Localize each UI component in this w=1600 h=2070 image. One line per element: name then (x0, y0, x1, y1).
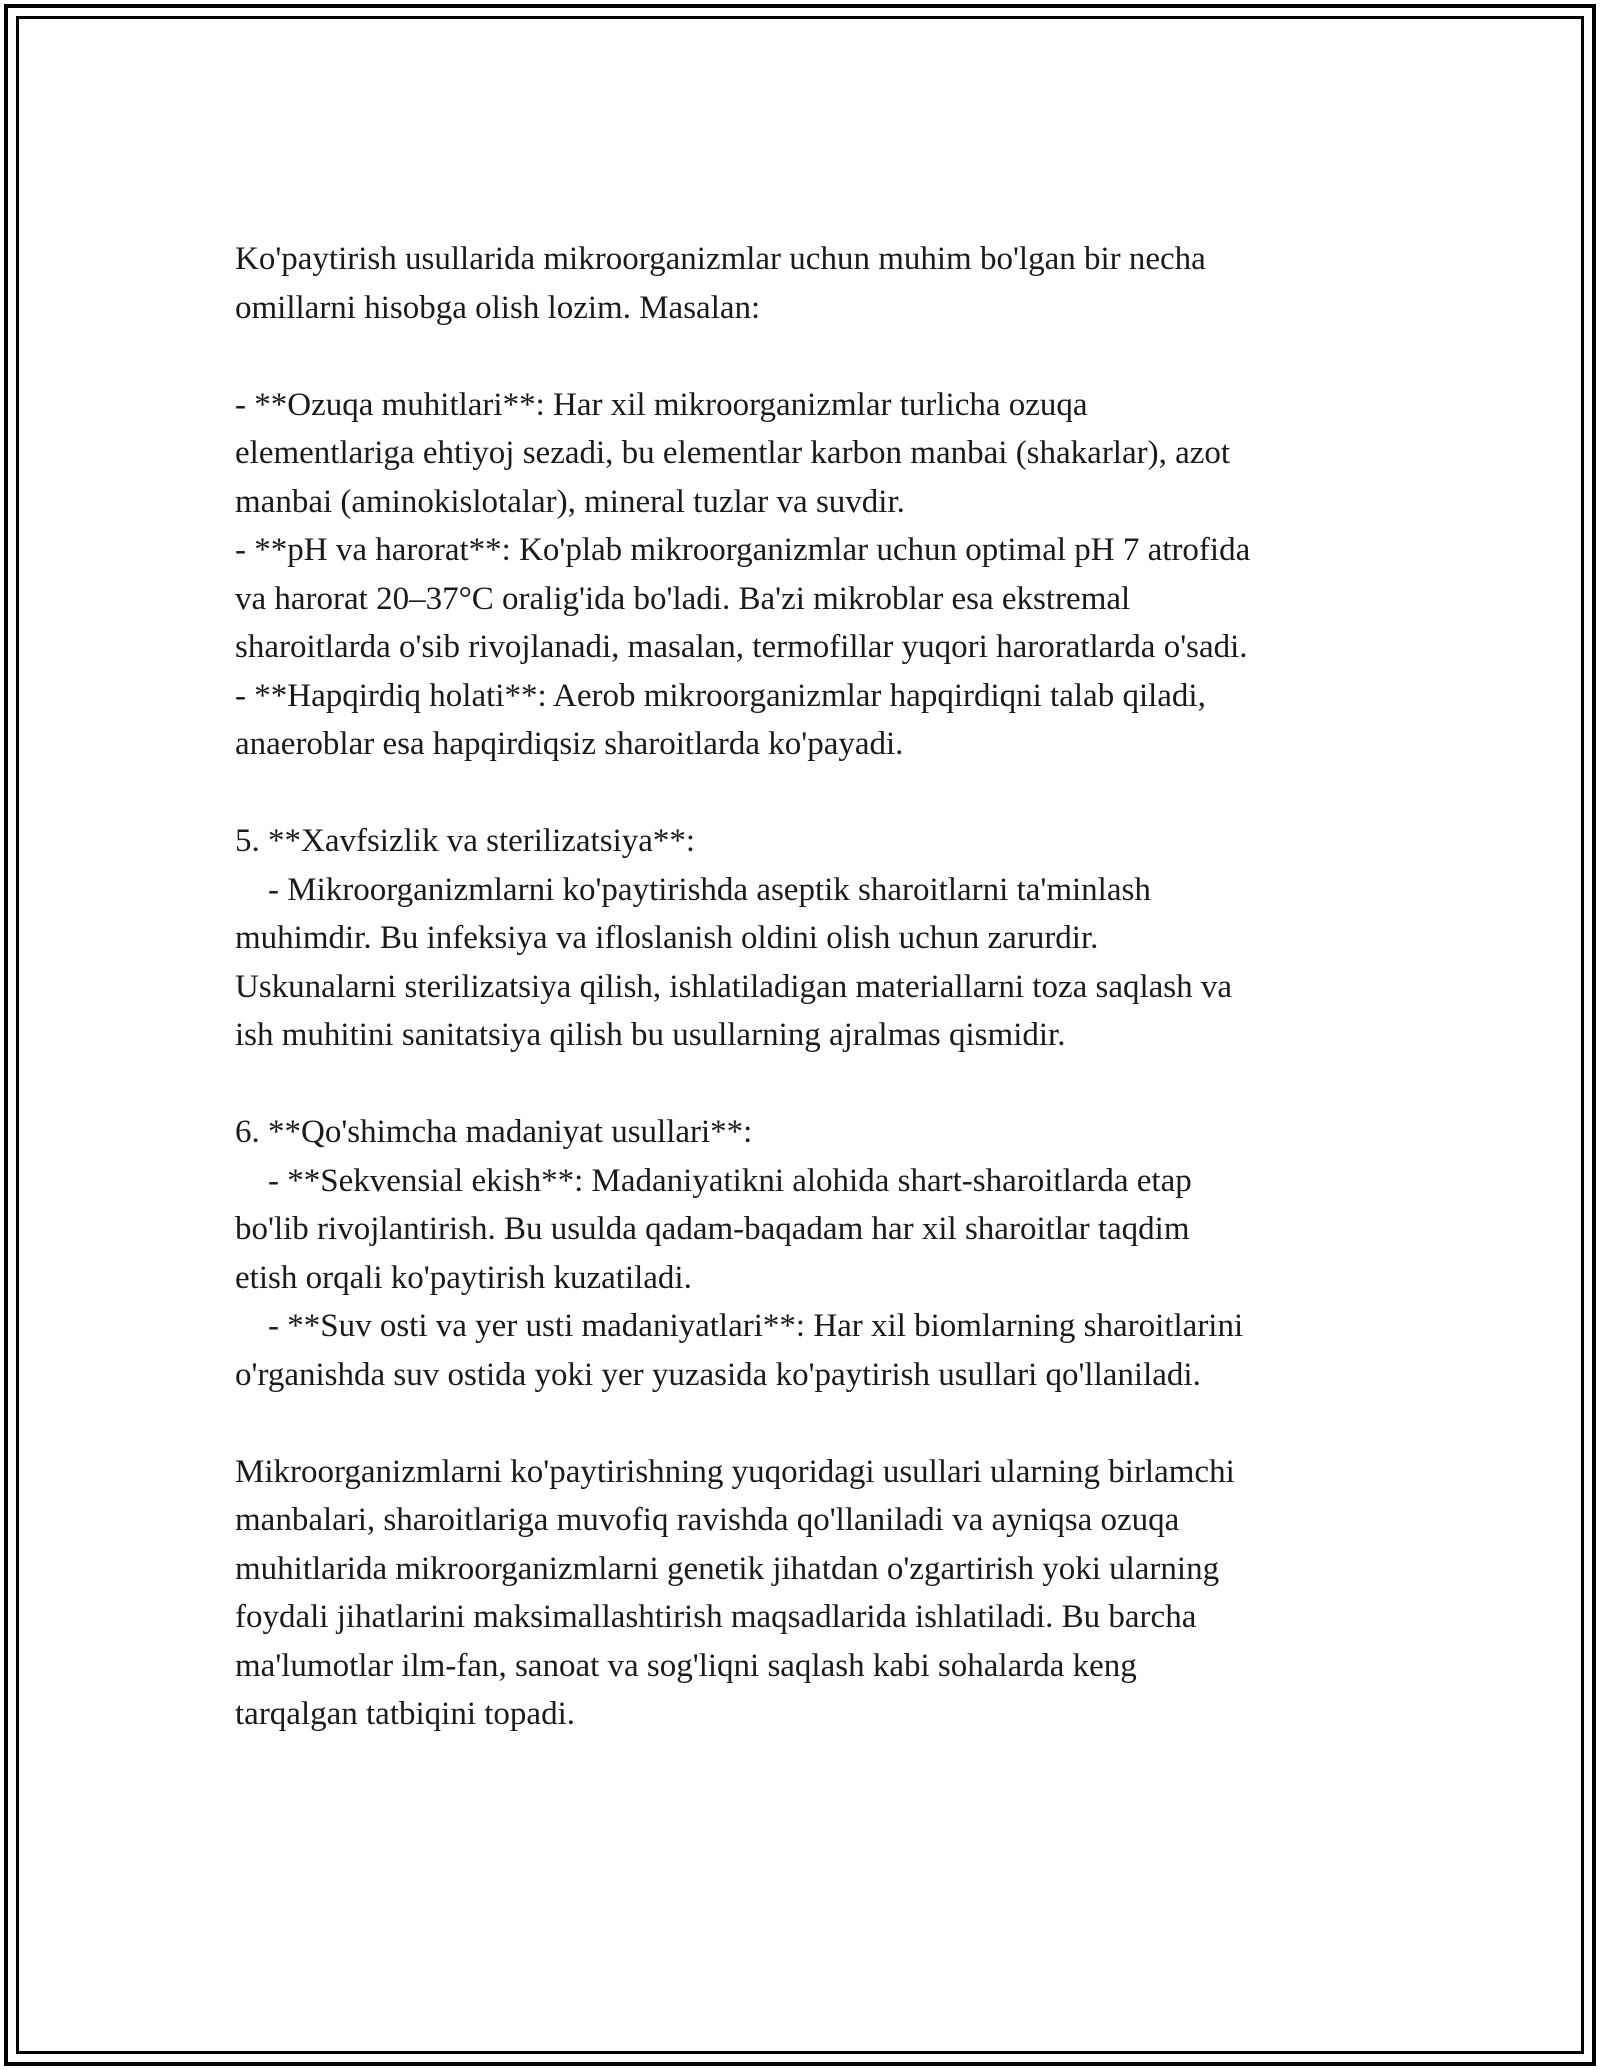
text-line: bo'lib rivojlantirish. Bu usulda qadam-baqadam har xil sharoitlar taqdim (235, 1211, 1190, 1247)
text-line: muhimdir. Bu infeksiya va ifloslanish oldini olish uchun zarurdir. (235, 920, 1099, 956)
intro-paragraph (235, 235, 1380, 332)
paragraph-spacer (235, 769, 1380, 818)
text-line: - **pH va harorat**: Ko'plab mikroorganizmlar uchun optimal pH 7 atrofida (235, 532, 1251, 568)
text-line: sharoitlarda o'sib rivojlanadi, masalan, termofillar yuqori haroratlarda o'sadi. (235, 629, 1248, 665)
text-line: - Mikroorganizmlarni ko'paytirishda aseptik sharoitlarni ta'minlash (235, 871, 1151, 908)
paragraph-spacer (235, 1399, 1380, 1448)
text-line: muhitlarida mikroorganizmlarni genetik jihatdan o'zgartirish yoki ularning (235, 1550, 1220, 1587)
text-line: va harorat 20–37°C oralig'ida bo'ladi. Ba'zi mikroblar esa ekstremal (235, 580, 1131, 617)
text-line: Uskunalarni sterilizatsiya qilish, ishlatiladigan materiallarni toza saqlash va (235, 968, 1233, 1005)
section-6-culture-methods (235, 1108, 1380, 1399)
section-heading: 5. **Xavfsizlik va sterilizatsiya**: (235, 823, 696, 859)
text-line: Mikroorganizmlarni ko'paytirishning yuqoridagi usullari ularning birlamchi (235, 1453, 1235, 1490)
text-line: - **Sekvensial ekish**: Madaniyatikni alohida shart-sharoitlarda etap (235, 1162, 1192, 1199)
text-line: anaeroblar esa hapqirdiqsiz sharoitlarda ko'payadi. (235, 726, 904, 762)
text-line: foydali jihatlarini maksimallashtirish maqsadlarida ishlatiladi. Bu barcha (235, 1599, 1197, 1635)
text-line: tarqalgan tatbiqini topadi. (235, 1696, 575, 1732)
document-body (235, 235, 1380, 1739)
text-line: ma'lumotlar ilm-fan, sanoat va sog'liqni saqlash kabi sohalarda keng (235, 1647, 1137, 1684)
text-line: omillarni hisobga olish lozim. Masalan: (235, 289, 761, 326)
text-line: ish muhitini sanitatsiya qilish bu usullarning ajralmas qismidir. (235, 1017, 1066, 1053)
text-line: o'rganishda suv ostida yoki yer yuzasida ko'paytirish usullari qo'llaniladi. (235, 1356, 1201, 1393)
text-line: elementlariga ehtiyoj sezadi, bu elementlar karbon manbai (shakarlar), azot (235, 435, 1231, 471)
section-heading: 6. **Qo'shimcha madaniyat usullari**: (235, 1114, 753, 1150)
paragraph-spacer (235, 1060, 1380, 1109)
text-line: etish orqali ko'paytirish kuzatiladi. (235, 1259, 692, 1296)
paragraph-spacer (235, 332, 1380, 381)
section-5-safety (235, 817, 1380, 1060)
text-line: - **Suv osti va yer usti madaniyatlari**: Har xil biomlarning sharoitlarini (235, 1308, 1244, 1344)
text-line: manbai (aminokislotalar), mineral tuzlar va suvdir. (235, 483, 905, 520)
text-line: Ko'paytirish usullarida mikroorganizmlar uchun muhim bo'lgan bir necha (235, 241, 1206, 277)
text-line: - **Ozuqa muhitlari**: Har xil mikroorganizmlar turlicha ozuqa (235, 386, 1088, 423)
text-line: - **Hapqirdiq holati**: Aerob mikroorganizmlar hapqirdiqni talab qiladi, (235, 677, 1206, 714)
factors-list (235, 381, 1380, 769)
conclusion-paragraph (235, 1448, 1380, 1739)
text-line: manbalari, sharoitlariga muvofiq ravishda qo'llaniladi va ayniqsa ozuqa (235, 1502, 1180, 1538)
